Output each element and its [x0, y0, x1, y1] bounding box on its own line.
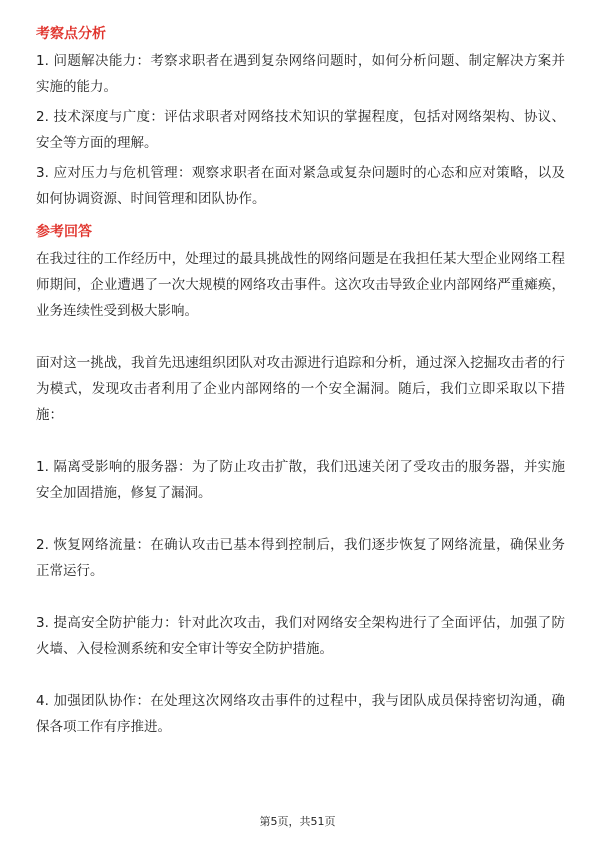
answer-paragraph-1: 在我过往的工作经历中，处理过的最具挑战性的网络问题是在我担任某大型企业网络工程师期间，企业遭遇了一次大规模的网络攻击事件。这次攻击导致企业内部网络严重瘫痪，业务连续性受到极大影响。 [36, 251, 565, 319]
analysis-item-2: 2. 技术深度与广度：评估求职者对网络技术知识的掌握程度，包括对网络架构、协议、安全等方面的理解。 [36, 109, 565, 151]
answer-paragraph-2: 面对这一挑战，我首先迅速组织团队对攻击源进行追踪和分析，通过深入挖掘攻击者的行为模式，发现攻击者利用了企业内部网络的一个安全漏洞。随后，我们立即采取以下措施： [36, 355, 565, 423]
analysis-title: 考察点分析 [36, 26, 106, 42]
analysis-item-3: 3. 应对压力与危机管理：观察求职者在面对紧急或复杂问题时的心态和应对策略，以及如何协调资源、时间管理和团队协作。 [36, 165, 565, 207]
answer-section [36, 222, 565, 740]
analysis-section [36, 24, 565, 212]
page-number: 第5页，共51页 [259, 815, 336, 828]
answer-paragraph-5: 3. 提高安全防护能力：针对此次攻击，我们对网络安全架构进行了全面评估，加强了防火墙、入侵检测系统和安全审计等安全防护措施。 [36, 615, 565, 657]
analysis-item-1: 1. 问题解决能力：考察求职者在遇到复杂网络问题时，如何分析问题、制定解决方案并实施的能力。 [36, 53, 565, 95]
answer-title: 参考回答 [36, 224, 92, 240]
answer-paragraph-4: 2. 恢复网络流量：在确认攻击已基本得到控制后，我们逐步恢复了网络流量，确保业务正常运行。 [36, 537, 565, 579]
answer-paragraph-6: 4. 加强团队协作：在处理这次网络攻击事件的过程中，我与团队成员保持密切沟通，确保各项工作有序推进。 [36, 693, 565, 735]
answer-paragraph-3: 1. 隔离受影响的服务器：为了防止攻击扩散，我们迅速关闭了受攻击的服务器，并实施安全加固措施，修复了漏洞。 [36, 459, 565, 501]
